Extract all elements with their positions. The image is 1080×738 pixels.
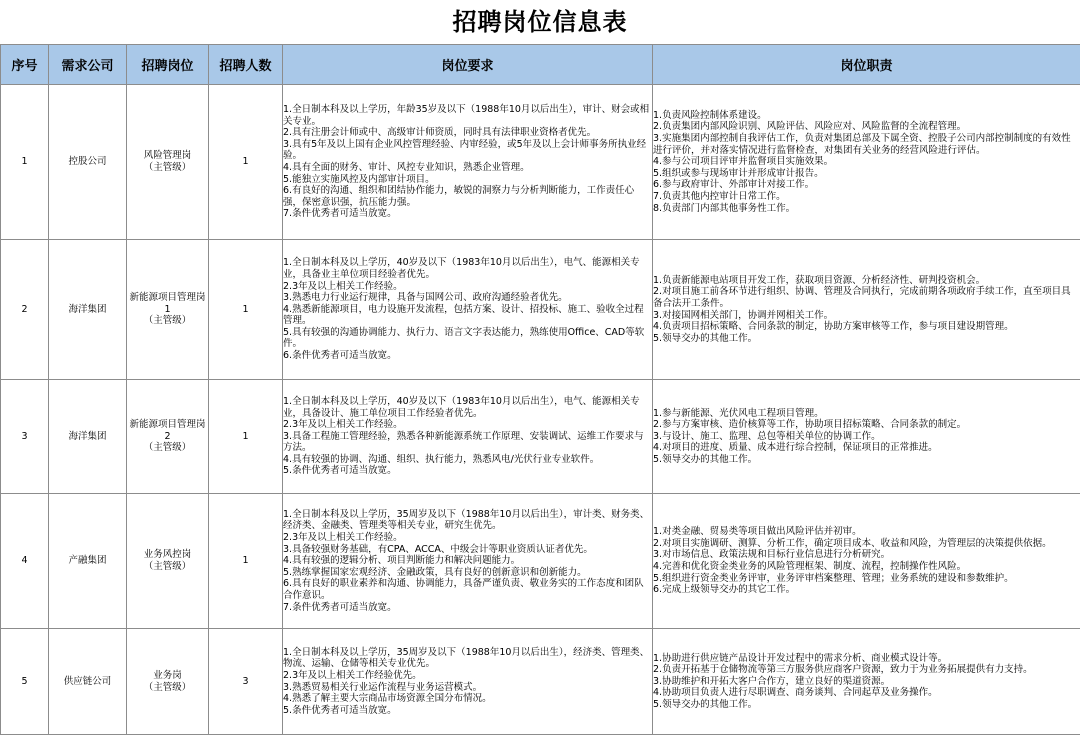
duty-item: 2.参与方案审核、造价核算等工作，协助项目招标策略、合同条款的制定。	[653, 419, 967, 431]
requirement-item: 1.全日制本科及以上学历，35周岁及以下（1988年10月以后出生），经济类、管理类、物流、运输、仓储等相关专业优先。	[283, 646, 650, 670]
row-no: 2	[1, 240, 49, 380]
duty-item: 3.协助维护和开拓大客户合作方，建立良好的渠道资源。	[653, 675, 891, 687]
duty-item: 7.负责其他内控审计日常工作。	[653, 190, 786, 202]
row-company: 控股公司	[49, 85, 127, 240]
duty-item: 2.负责开拓基于仓储物流等第三方服务供应商客户资源，致力于为业务拓展提供有力支持。	[653, 664, 1033, 676]
duty-item: 3.对市场信息、政策法规和目标行业信息进行分析研究。	[653, 549, 891, 561]
duty-item: 3.对接国网相关部门，协调并网相关工作。	[653, 309, 834, 321]
requirement-item: 1.全日制本科及以上学历，35周岁及以下（1988年10月以后出生），审计类、财务类、经济类、金融类、管理类等相关专业，研究生优先。	[283, 508, 650, 532]
duty-item: 6.完成上级领导交办的其它工作。	[653, 584, 796, 596]
requirement-item: 4.具有较强的逻辑分析、项目判断能力和解决问题能力。	[283, 555, 521, 567]
requirement-item: 2.具有注册会计师或中、高级审计师资质，同时具有法律职业资格者优先。	[283, 127, 597, 139]
duty-item: 5.领导交办的其他工作。	[653, 332, 758, 344]
requirement-item: 6.具有良好的职业素养和沟通、协调能力，具备严谨负责、敬业务实的工作态度和团队合作意识。	[283, 578, 644, 601]
requirement-item: 5.能独立实施风控及内部审计项目。	[283, 173, 435, 185]
row-position	[127, 85, 209, 240]
duty-item: 3.与设计、施工、监理、总包等相关单位的协调工作。	[653, 430, 881, 442]
row-count: 1	[209, 380, 283, 494]
row-company: 海洋集团	[49, 380, 127, 494]
table-row	[1, 629, 1080, 735]
table-row	[1, 380, 1080, 494]
position-level: （主管级）	[143, 315, 192, 327]
requirement-item: 5.具有较强的沟通协调能力、执行力、语言文字表达能力，熟练使用Office、CAD等软件。	[283, 326, 645, 350]
duty-item: 1.对类金融、贸易类等项目做出风险评估并初审。	[653, 526, 862, 538]
position-name: 风险管理岗	[143, 150, 192, 162]
table-row	[1, 494, 1080, 629]
requirement-item: 1.全日制本科及以上学历，40岁及以下（1983年10月以后出生），电气、能源相关专业，具备业主单位项目经验者优先。	[283, 257, 640, 280]
row-requirements	[283, 240, 653, 380]
duty-item: 2.对项目实施调研、测算、分析工作，确定项目成本、收益和风险，为管理层的决策提供依据。	[653, 537, 1052, 549]
requirement-item: 3.熟悉电力行业运行规律，具备与国网公司、政府沟通经验者优先。	[283, 292, 568, 304]
duty-item: 3.实施集团内部控制自我评估工作，负责对集团总部及下属全资、控股子公司内部控制制度的有效性进行评价，并对落实情况进行监督检查，对集团有关业务的经营风险进行评估。	[653, 133, 1071, 156]
row-no: 5	[1, 629, 49, 735]
requirement-item: 5.条件优秀者可适当放宽。	[283, 704, 397, 716]
row-count: 1	[209, 494, 283, 629]
row-requirements	[283, 85, 653, 240]
duty-item: 6.参与政府审计、外部审计对接工作。	[653, 179, 815, 191]
row-company: 产融集团	[49, 494, 127, 629]
header-row	[1, 45, 1080, 85]
requirement-item: 1.全日制本科及以上学历，年龄35岁及以下（1988年10月以后出生），审计、财会或相关专业。	[283, 104, 650, 127]
row-duties	[653, 380, 1080, 494]
requirement-item: 2.3年及以上相关工作经验。	[283, 280, 403, 292]
position-level: （主管级）	[143, 561, 192, 572]
row-position	[127, 240, 209, 380]
header-position: 招聘岗位	[127, 45, 209, 85]
duty-item: 2.对项目施工前各环节进行组织、协调、管理及合同执行，完成前期各项政府手续工作，直至项目具备合法开工条件。	[653, 286, 1071, 309]
header-company: 需求公司	[49, 45, 127, 85]
requirement-item: 7.条件优秀者可适当放宽。	[283, 208, 397, 220]
duty-item: 5.领导交办的其他工作。	[653, 453, 758, 465]
requirement-item: 2.3年及以上相关工作经验优先。	[283, 669, 422, 681]
table-row	[1, 85, 1080, 240]
requirement-item: 4.熟悉新能源项目，电力设施开发流程，包括方案、设计、招投标、施工、验收全过程管理。	[283, 303, 644, 327]
position-level: （主管级）	[143, 681, 192, 693]
row-count: 3	[209, 629, 283, 735]
requirement-item: 5.熟练掌握国家宏观经济、金融政策，具有良好的创新意识和创新能力。	[283, 566, 587, 578]
position-name: 新能源项目管理岗1	[129, 292, 206, 315]
row-no: 3	[1, 380, 49, 494]
header-duties: 岗位职责	[653, 45, 1080, 85]
row-duties	[653, 629, 1080, 735]
header-no: 序号	[1, 45, 49, 85]
table-row	[1, 240, 1080, 380]
duty-item: 1.参与新能源、光伏风电工程项目管理。	[653, 407, 824, 419]
duty-item: 4.负责项目招标策略、合同条款的制定，协助方案审核等工作，参与项目建设期管理。	[653, 321, 1014, 333]
requirement-item: 6.有良好的沟通、组织和团结协作能力，敏锐的洞察力与分析判断能力，工作责任心强，保密意识强，抗压能力强。	[283, 185, 635, 208]
row-requirements	[283, 380, 653, 494]
row-company: 供应链公司	[49, 629, 127, 735]
requirement-item: 4.熟悉了解主要大宗商品市场资源全国分布情况。	[283, 693, 492, 705]
row-count: 1	[209, 240, 283, 380]
position-level: （主管级）	[143, 162, 192, 173]
duty-item: 5.领导交办的其他工作。	[653, 698, 758, 710]
duty-item: 1.协助进行供应链产品设计开发过程中的需求分析、商业模式设计等。	[653, 652, 948, 664]
row-position	[127, 380, 209, 494]
duty-item: 2.负责集团内部风险识别、风险评估、风险应对、风险监督的全流程管理。	[653, 121, 967, 133]
duty-item: 5.组织进行资金类业务评审，业务评审档案整理、管理；业务系统的建设和参数维护。	[653, 572, 1014, 584]
position-name: 新能源项目管理岗2	[129, 419, 206, 442]
row-company: 海洋集团	[49, 240, 127, 380]
requirement-item: 3.具备工程施工管理经验，熟悉各种新能源系统工作原理、安装调试、运维工作要求与方法。	[283, 430, 644, 454]
requirement-item: 4.具有全面的财务、审计、风控专业知识，熟悉企业管理。	[283, 162, 530, 173]
requirement-item: 1.全日制本科及以上学历，40岁及以下（1983年10月以后出生），电气、能源相关专业，具备设计、施工单位项目工作经验者优先。	[283, 395, 640, 419]
recruitment-table	[0, 44, 1080, 735]
row-requirements	[283, 629, 653, 735]
position-name: 业务岗	[153, 669, 182, 681]
duty-item: 4.参与公司项目评审并监督项目实施效果。	[653, 156, 834, 168]
requirement-item: 4.具有较强的协调、沟通、组织、执行能力，熟悉风电/光伏行业专业软件。	[283, 453, 600, 465]
row-no: 1	[1, 85, 49, 240]
duty-item: 1.负责风险控制体系建设。	[653, 109, 767, 121]
row-duties	[653, 85, 1080, 240]
requirement-item: 3.具有5年及以上国有企业风控管理经验、内审经验，或5年及以上会计师事务所执业经验。	[283, 138, 647, 162]
requirement-item: 3.具备较强财务基础，有CPA、ACCA、中级会计等职业资质认证者优先。	[283, 543, 593, 555]
duty-item: 4.完善和优化资金类业务的风险管理框架、制度、流程，控制操作性风险。	[653, 561, 967, 572]
header-count: 招聘人数	[209, 45, 283, 85]
requirement-item: 2.3年及以上相关工作经验。	[283, 532, 403, 544]
requirement-item: 5.条件优秀者可适当放宽。	[283, 465, 397, 477]
row-count: 1	[209, 85, 283, 240]
requirement-item: 2.3年及以上相关工作经验。	[283, 419, 403, 431]
duty-item: 1.负责新能源电站项目开发工作，获取项目资源、分析经济性、研判投资机会。	[653, 274, 986, 286]
requirement-item: 3.熟悉贸易相关行业运作流程与业务运营模式。	[283, 681, 483, 693]
row-duties	[653, 240, 1080, 380]
duty-item: 5.组织或参与现场审计并形成审计报告。	[653, 167, 824, 179]
row-no: 4	[1, 494, 49, 629]
requirement-item: 6.条件优秀者可适当放宽。	[283, 350, 397, 362]
position-name: 业务风控岗	[143, 549, 192, 561]
row-requirements	[283, 494, 653, 629]
row-position	[127, 494, 209, 629]
position-level: （主管级）	[143, 442, 192, 454]
row-position	[127, 629, 209, 735]
duty-item: 8.负责部门内部其他事务性工作。	[653, 202, 796, 214]
header-requirements: 岗位要求	[283, 45, 653, 85]
requirement-item: 7.条件优秀者可适当放宽。	[283, 601, 397, 613]
duty-item: 4.协助项目负责人进行尽职调查、商务谈判、合同起草及业务操作。	[653, 687, 938, 699]
duty-item: 4.对项目的进度、质量、成本进行综合控制，保证项目的正常推进。	[653, 442, 938, 454]
row-duties	[653, 494, 1080, 629]
page-title: 招聘岗位信息表	[452, 7, 628, 36]
